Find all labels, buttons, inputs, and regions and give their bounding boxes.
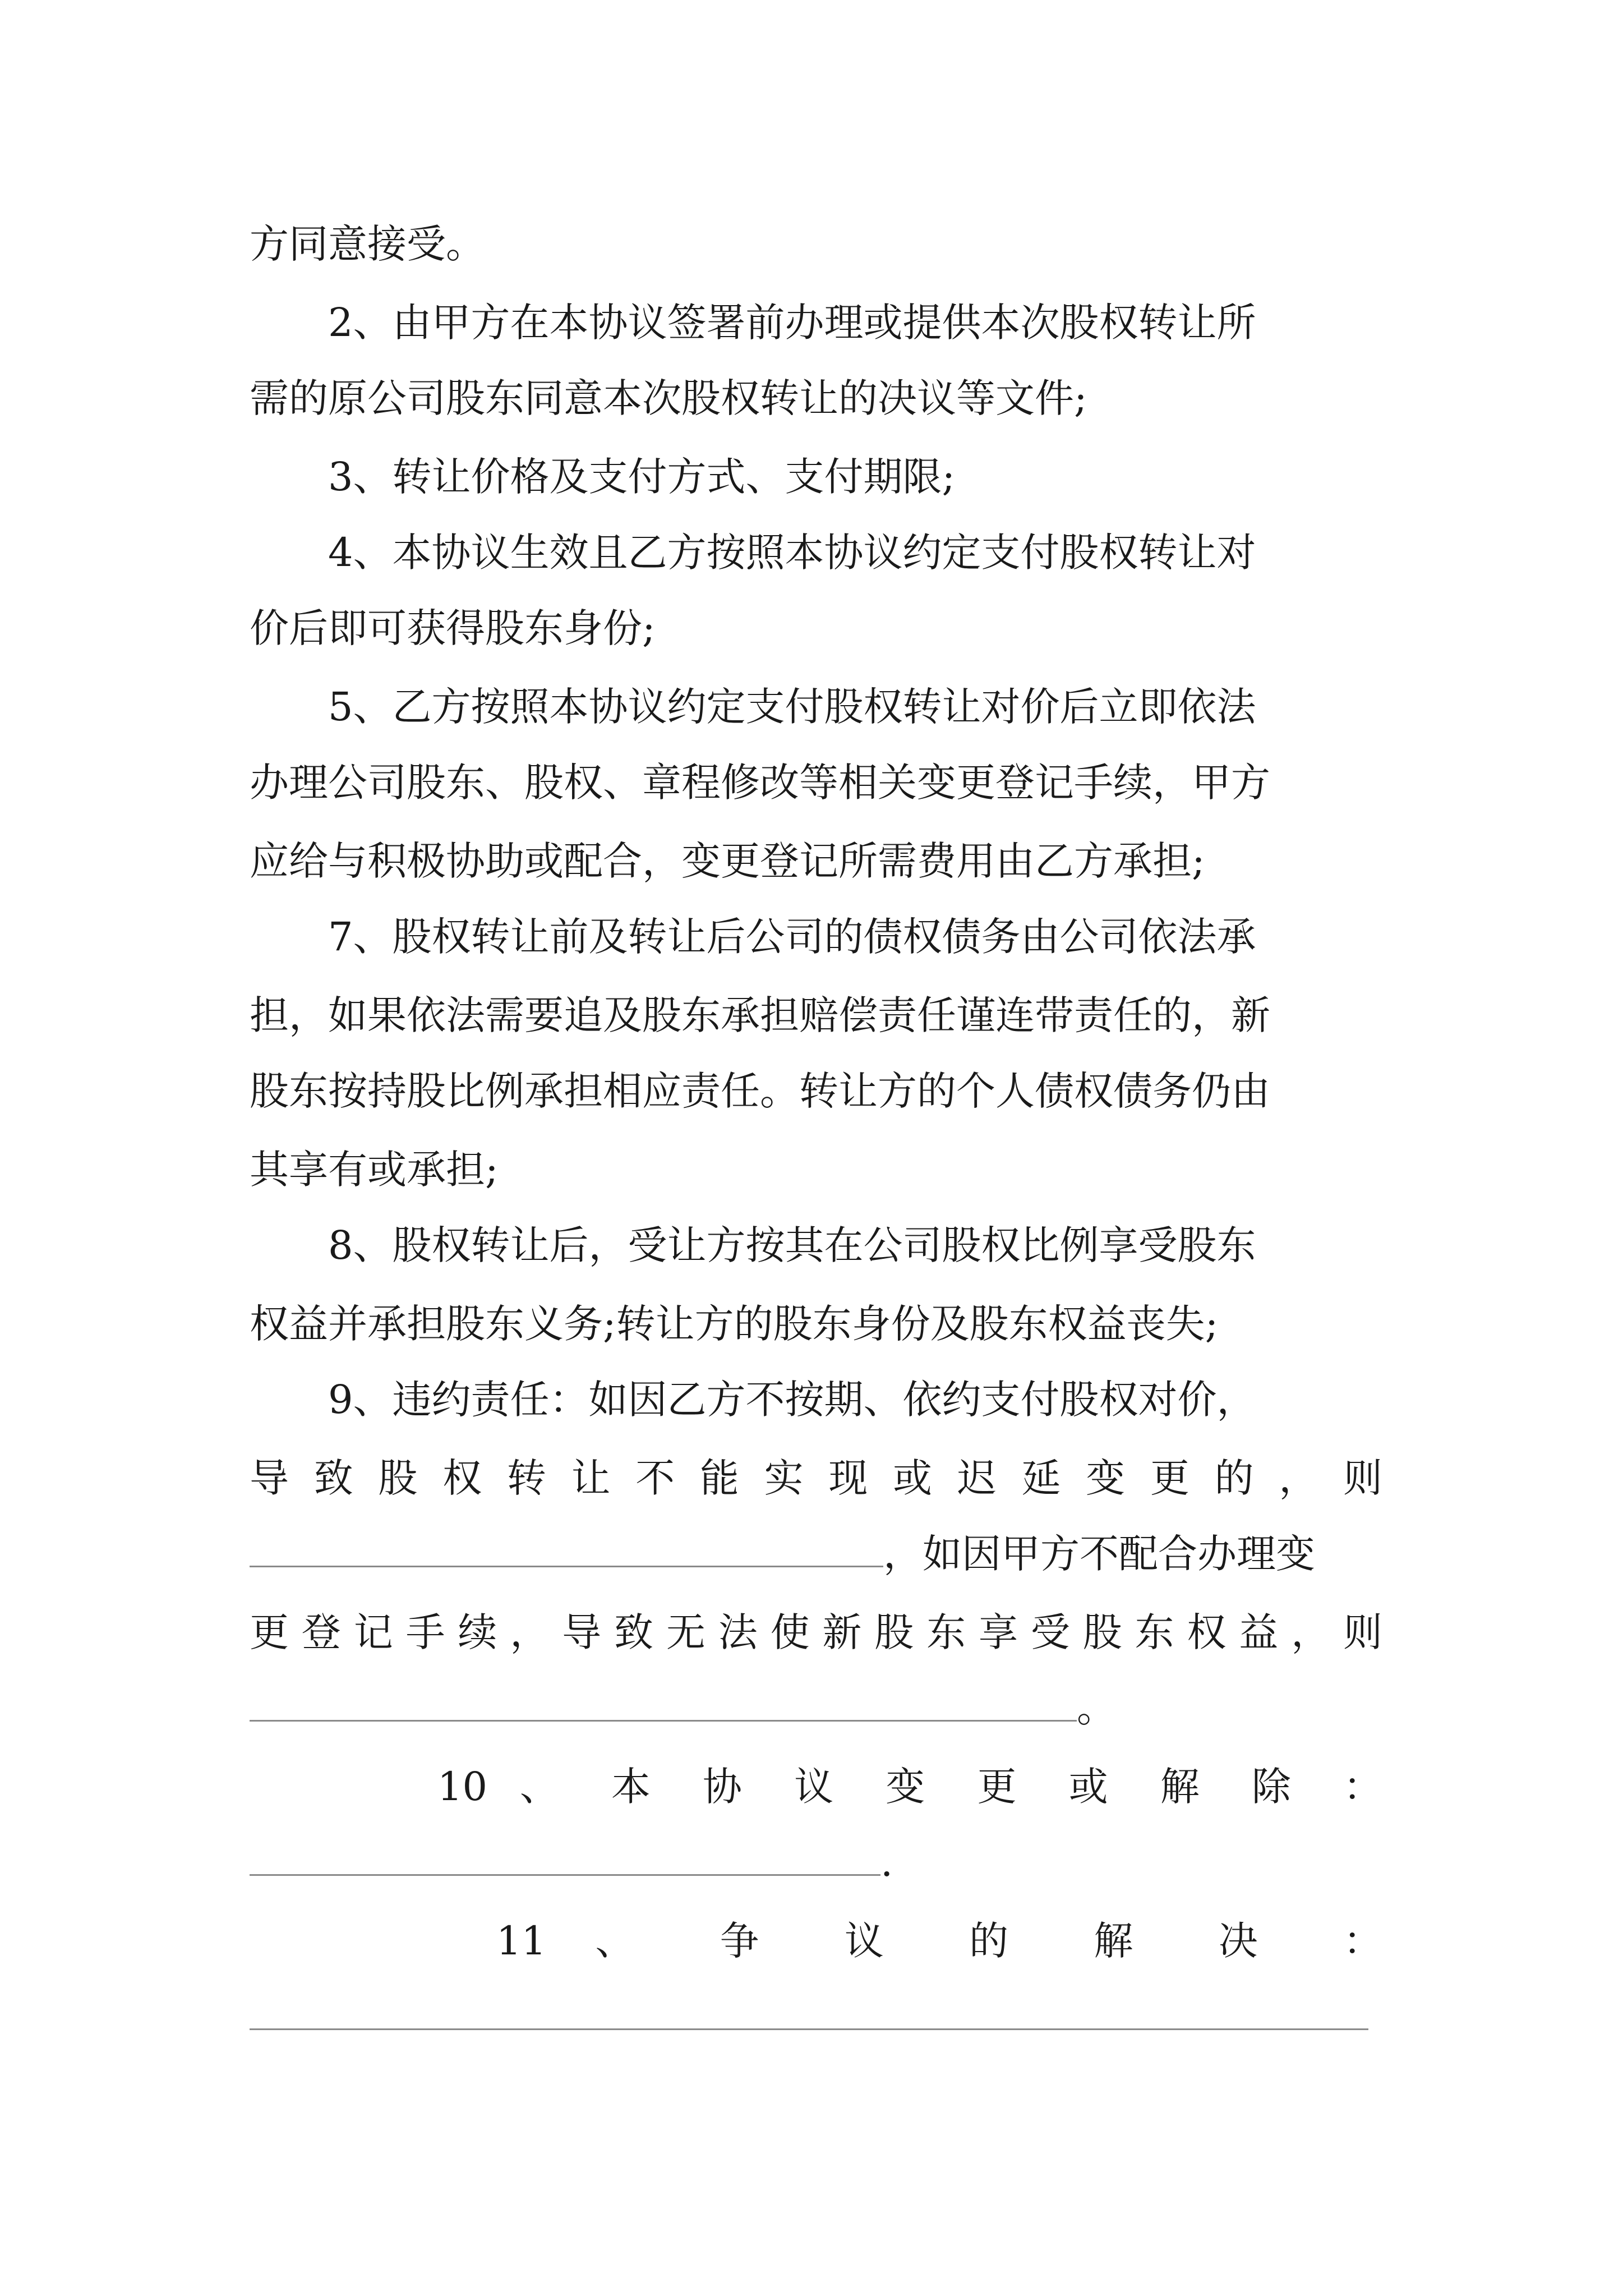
clause-9-line-4: 更 登 记 手 续 ， 导 致 无 法 使 新 股 东 享 受 股 东 权 益 ， 则	[250, 1609, 1382, 1655]
clause-11-fill	[250, 1977, 1382, 2056]
text-line: 方同意接受。	[250, 221, 485, 267]
clause-11-heading: 11 、 争 议 的 解 决 ：	[496, 1918, 1382, 1964]
clause-7-line-1: 7、股权转让前及转让后公司的债权债务由公司依法承	[328, 914, 1256, 960]
fill-in-blank	[250, 1720, 1077, 1722]
clause-5-line-2: 办理公司股东、股权、章程修改等相关变更登记手续，甲方	[250, 760, 1270, 806]
clause-3: 3、转让价格及支付方式、支付期限;	[328, 454, 956, 500]
clause-2-line-1: 2、由甲方在本协议签署前办理或提供本次股权转让所	[328, 300, 1256, 346]
clause-4-line-1: 4、本协议生效且乙方按照本协议约定支付股权转让对	[328, 530, 1256, 576]
fill-in-blank	[250, 1566, 883, 1567]
clause-8-line-2: 权益并承担股东义务;转让方的股东身份及股东权益丧失;	[250, 1301, 1219, 1347]
clause-9-line-3	[250, 1515, 1382, 1593]
clause-10-fill	[250, 1823, 1382, 1902]
clause-9-line-5	[250, 1669, 1382, 1747]
clause-5-line-3: 应给与积极协助或配合，变更登记所需费用由乙方承担;	[250, 838, 1205, 884]
clause-5-line-1: 5、乙方按照本协议约定支付股权转让对价后立即依法	[328, 684, 1256, 730]
clause-10-heading: 10 、 本 协 议 变 更 或 解 除 ：	[437, 1764, 1382, 1810]
clause-9-line-2: 导 致 股 权 转 让 不 能 实 现 或 迟 延 变 更 的 ， 则	[250, 1455, 1382, 1501]
clause-8-line-1: 8、股权转让后，受让方按其在公司股权比例享受股东	[328, 1222, 1256, 1268]
fill-in-blank	[250, 1874, 880, 1876]
clause-7-line-4: 其享有或承担;	[250, 1147, 499, 1193]
clause-4-line-2: 价后即可获得股东身份;	[250, 605, 656, 651]
clause-9-line-1: 9、违约责任：如因乙方不按期、依约支付股权对价，	[328, 1377, 1256, 1423]
clause-7-line-3: 股东按持股比例承担相应责任。转让方的个人债权债务仍由	[250, 1068, 1270, 1114]
clause-10-fill-text: .	[880, 1839, 893, 1885]
clause-7-line-2: 担，如果依法需要追及股东承担赔偿责任谨连带责任的，新	[250, 992, 1270, 1038]
clause-9-line-5-text: 。	[1077, 1685, 1116, 1731]
clause-9-line-3-text: ，如因甲方不配合办理变	[883, 1531, 1315, 1577]
clause-2-line-2: 需的原公司股东同意本次股权转让的决议等文件;	[250, 375, 1087, 421]
fill-in-blank	[250, 2028, 1368, 2030]
